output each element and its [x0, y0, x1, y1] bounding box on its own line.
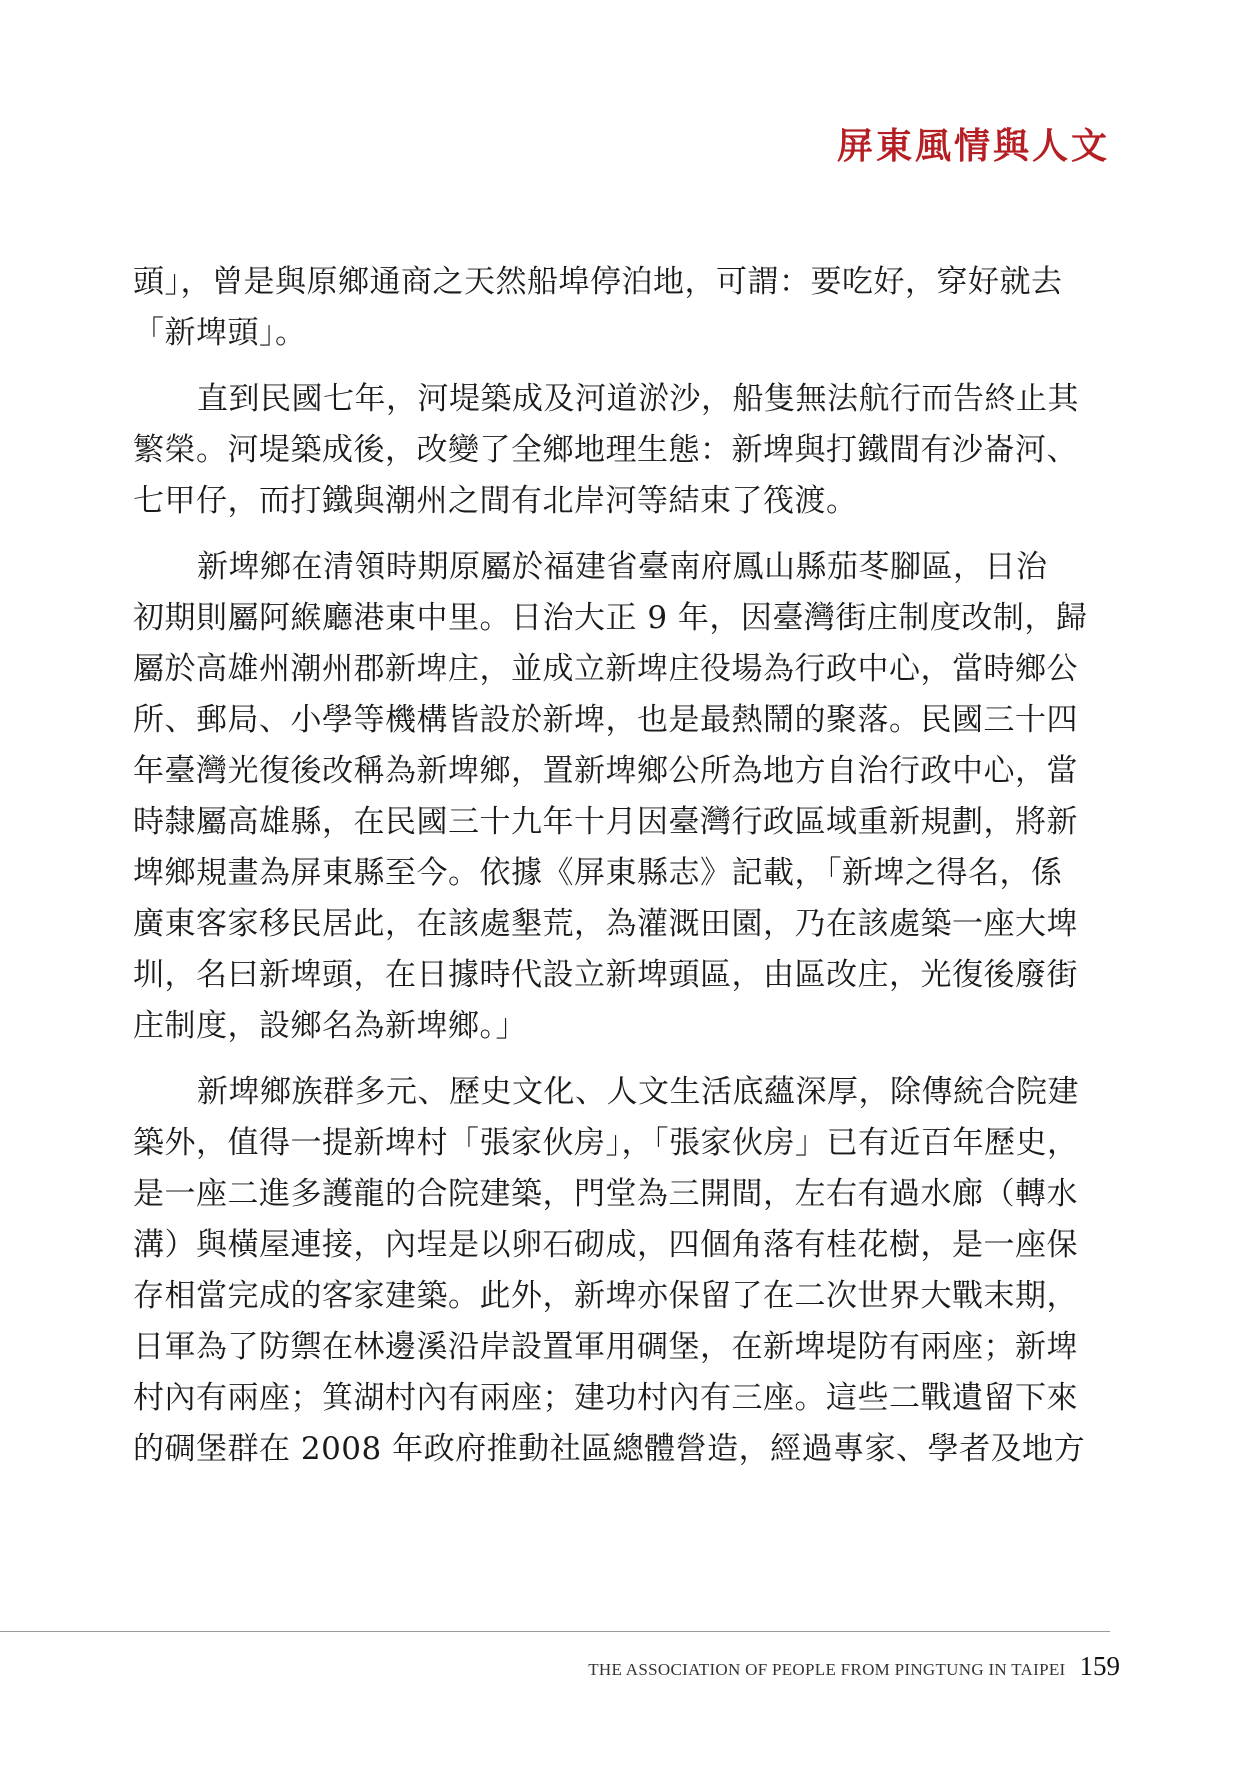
body-text — [133, 257, 1117, 1490]
text-line: 七甲仔，而打鐵與潮州之間有北岸河等結束了筏渡。 — [133, 483, 858, 519]
text-line: 存相當完成的客家建築。此外，新埤亦保留了在二次世界大戰末期， — [133, 1278, 1078, 1314]
text-line: 溝）與橫屋連接，內埕是以卵石砌成，四個角落有桂花樹，是一座保 — [133, 1227, 1078, 1263]
paragraph — [133, 257, 1117, 359]
footer-association-name: THE ASSOCIATION OF PEOPLE FROM PINGTUNG IN TAIPEI — [588, 1660, 1066, 1679]
text-line: 「新埤頭」。 — [133, 315, 307, 351]
text-line: 廣東客家移民居此，在該處墾荒，為灌溉田園，乃在該處築一座大埤 — [133, 906, 1078, 942]
text-line: 圳，名曰新埤頭，在日據時代設立新埤頭區，由區改庄，光復後廢街 — [133, 957, 1078, 993]
text-line: 埤鄉規畫為屏東縣至今。依據《屏東縣志》記載，「新埤之得名，係 — [133, 855, 1063, 891]
paragraph — [133, 374, 1117, 527]
paragraph — [133, 542, 1117, 1052]
running-header-title: 屏東風情與人文 — [836, 125, 1110, 167]
text-line: 的碉堡群在 2008 年政府推動社區總體營造，經過專家、學者及地方 — [133, 1431, 1086, 1467]
text-line: 新埤鄉族群多元、歷史文化、人文生活底蘊深厚，除傳統合院建 — [197, 1074, 1079, 1110]
text-line: 年臺灣光復後改稱為新埤鄉，置新埤鄉公所為地方自治行政中心，當 — [133, 753, 1078, 789]
text-line: 初期則屬阿緱廳港東中里。日治大正 9 年，因臺灣街庄制度改制，歸 — [133, 600, 1088, 636]
text-line: 繁榮。河堤築成後，改變了全鄉地理生態：新埤與打鐵間有沙崙河、 — [133, 432, 1078, 468]
text-line: 庄制度，設鄉名為新埤鄉。」 — [133, 1008, 527, 1044]
footer-divider — [0, 1631, 1110, 1632]
text-line: 時隸屬高雄縣，在民國三十九年十月因臺灣行政區域重新規劃，將新 — [133, 804, 1078, 840]
text-line: 村內有兩座；箕湖村內有兩座；建功村內有三座。這些二戰遺留下來 — [133, 1380, 1078, 1416]
text-line: 頭」，曾是與原鄉通商之天然船埠停泊地，可謂：要吃好，穿好就去 — [133, 264, 1063, 300]
page-footer — [588, 1651, 1120, 1682]
text-line: 直到民國七年，河堤築成及河道淤沙，船隻無法航行而告終止其 — [197, 381, 1079, 417]
text-line: 新埤鄉在清領時期原屬於福建省臺南府鳳山縣茄苳腳區，日治 — [197, 549, 1048, 585]
text-line: 日軍為了防禦在林邊溪沿岸設置軍用碉堡，在新埤堤防有兩座；新埤 — [133, 1329, 1078, 1365]
text-line: 所、郵局、小學等機構皆設於新埤，也是最熱鬧的聚落。民國三十四 — [133, 702, 1078, 738]
paragraph — [133, 1067, 1117, 1475]
text-line: 屬於高雄州潮州郡新埤庄，並成立新埤庄役場為行政中心，當時鄉公 — [133, 651, 1078, 687]
text-line: 築外，值得一提新埤村「張家伙房」，「張家伙房」已有近百年歷史， — [133, 1125, 1079, 1161]
page-number: 159 — [1079, 1651, 1120, 1681]
text-line: 是一座二進多護龍的合院建築，門堂為三開間，左右有過水廊（轉水 — [133, 1176, 1078, 1212]
